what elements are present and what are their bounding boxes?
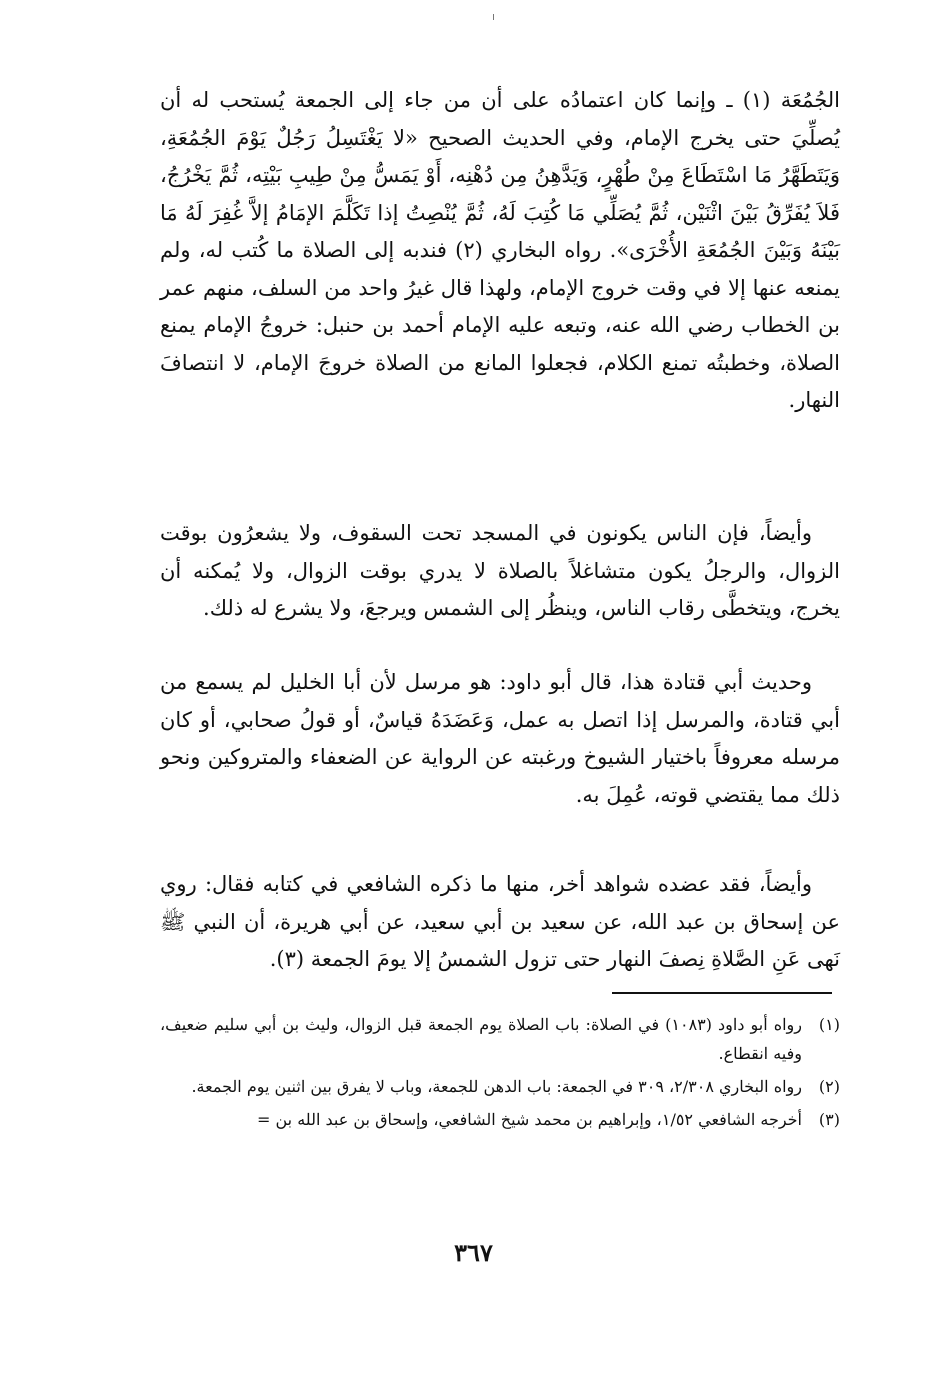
paragraph-text: وحديث أبي قتادة هذا، قال أبو داود: هو مرسل لأن أبا الخليل لم يسمع من أبي قتادة، والمرسل إذا اتصل به عمل، وَعَضَدَهُ قياسٌ، أو قولُ صحابي، أو كان مرسله معروفاً باختيار الشيوخ ورغبته عن الرواية عن الضعفاء والمتروكين ونحو ذلك مما يقتضي قوته، عُمِلَ به. <box>160 670 840 807</box>
paragraph-1 <box>160 82 840 420</box>
footnote-text: أخرجه الشافعي ١/٥٢، وإبراهيم بن محمد شيخ الشافعي، وإسحاق بن عبد الله بن = <box>257 1110 802 1129</box>
paragraph-text: وأيضاً، فقد عضده شواهد أخر، منها ما ذكره الشافعي في كتابه فقال: روي عن إسحاق بن عبد الله، عن سعيد بن أبي سعيد، عن أبي هريرة، أن النبي ﷺ نَهى عَنِ الصَّلاةِ نِصفَ النهار حتى تزول الشمسُ إلا يومَ الجمعة (٣). <box>160 872 840 971</box>
paragraph-3 <box>160 664 840 814</box>
scan-mark <box>493 14 494 20</box>
footnote-2 <box>160 1072 840 1101</box>
footnote-number: (١) <box>818 1015 840 1034</box>
paragraph-text: الجُمُعَة (١) ـ وإنما كان اعتمادُه على أن من جاء إلى الجمعة يُستحب له أن يُصلِّيَ حتى يخرج الإمام، وفي الحديث الصحيح «لا يَغْتَسِلُ رَجُلٌ يَوْمَ الجُمُعَةِ، وَيَتَطَهَّرُ مَا اسْتَطَاعَ مِنْ طُهْرٍ، وَيَدَّهِنُ مِن دُهْنِه، أَوْ يَمَسُّ مِنْ طِيبِ بَيْتِه، ثُمَّ يَخْرُجُ، فَلاَ يُفَرِّقُ بَيْنَ اثْنَيْن، ثُمَّ يُصَلِّي مَا كُتِبَ لَهُ، ثُمَّ يُنْصِتُ إذا تَكَلَّمَ الإمَامُ إلاَّ غُفِرَ لَهُ مَا بَيْنَهُ وَبَيْنَ الجُمُعَةِ الأُخْرَى». رواه البخاري (٢) فندبه إلى الصلاة ما كُتب له، ولم يمنعه عنها إلا في وقت خروج الإمام، ولهذا قال غيرُ واحد من السلف، منهم عمر بن الخطاب رضي الله عنه، وتبعه عليه الإمام أحمد بن حنبل: خروجُ الإمام يمنع الصلاة، وخطبتُه تمنع الكلام، فجعلوا المانع من الصلاة خروجَ الإمام، لا انتصافَ النهار. <box>160 88 841 412</box>
page-number: ٣٦٧ <box>454 1238 493 1267</box>
footnote-3 <box>160 1105 840 1134</box>
footnote-text: رواه البخاري ٢/٣٠٨، ٣٠٩ في الجمعة: باب الدهن للجمعة، وباب لا يفرق بين اثنين يوم الجمعة. <box>191 1077 802 1096</box>
footnote-number: (٢) <box>818 1077 840 1096</box>
footnote-text: رواه أبو داود (١٠٨٣) في الصلاة: باب الصلاة يوم الجمعة قبل الزوال، وليث بن أبي سليم ضعيف، وفيه انقطاع. <box>160 1015 802 1063</box>
paragraph-2 <box>160 515 840 628</box>
footnote-number: (٣) <box>818 1110 840 1129</box>
paragraph-4 <box>160 866 840 979</box>
footnote-1 <box>160 1010 840 1068</box>
footnotes <box>160 1010 840 1138</box>
footnote-divider <box>612 992 832 994</box>
paragraph-text: وأيضاً، فإن الناس يكونون في المسجد تحت السقوف، ولا يشعرُون بوقت الزوال، والرجلُ يكون متشاغلاً بالصلاة لا يدري بوقت الزوال، ولا يُمكنه أن يخرج، ويتخطَّى رقاب الناس، وينظُر إلى الشمس ويرجعَ، ولا يشرع له ذلك. <box>160 521 840 620</box>
